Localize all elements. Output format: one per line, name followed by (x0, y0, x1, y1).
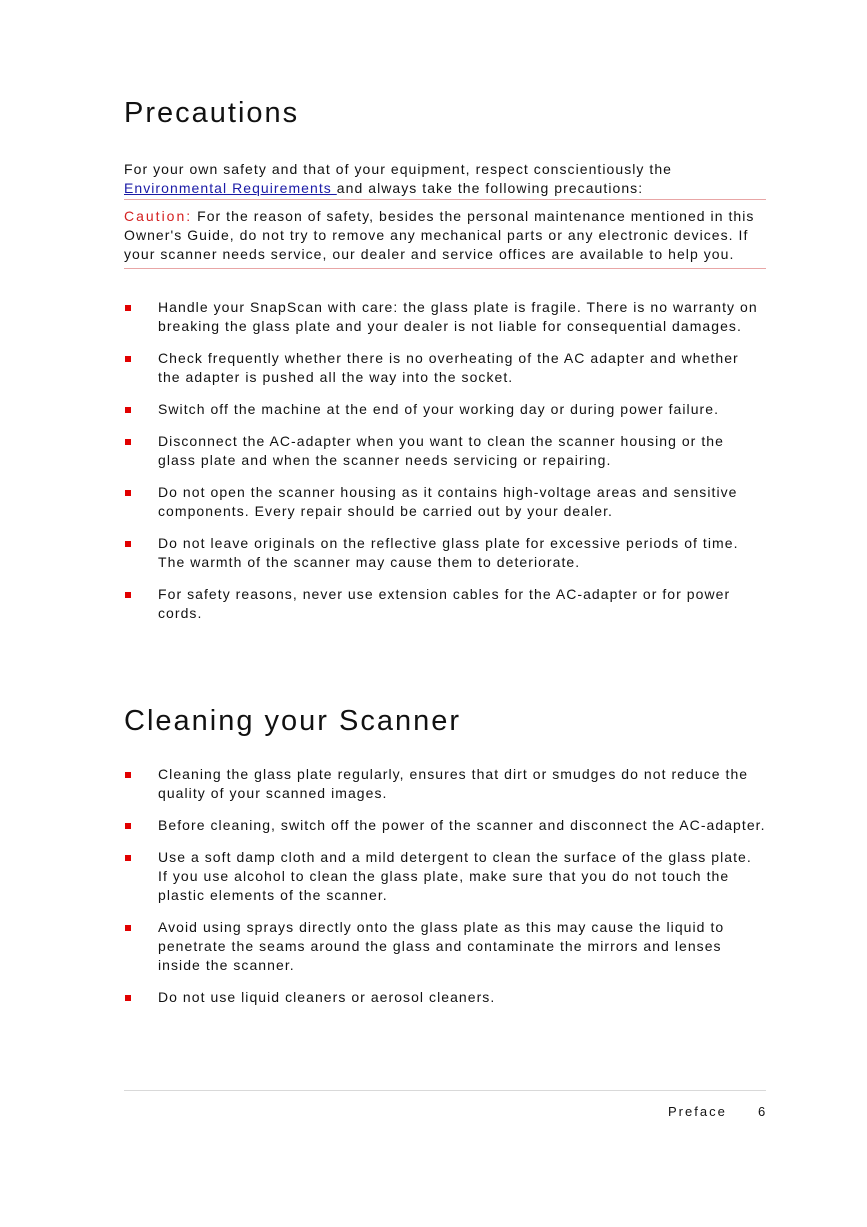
bullet-square-icon (125, 772, 131, 778)
footer-divider (124, 1090, 766, 1091)
bullet-square-icon (125, 995, 131, 1001)
footer-section-label: Preface (668, 1104, 727, 1119)
bullet-square-icon (125, 490, 131, 496)
bullet-square-icon (125, 356, 131, 362)
list-item (124, 534, 766, 572)
list-item (124, 918, 766, 975)
caution-text: For the reason of safety, besides the personal maintenance mentioned in this Owner's Guide, do not try to remove any mechanical parts or any electronic devices. If your scanner needs service, our dealer and service offices are available to help you. (124, 208, 755, 262)
list-item-text: Disconnect the AC-adapter when you want to clean the scanner housing or the glass plate and when the scanner needs servicing or repairing. (158, 433, 724, 468)
precautions-heading: Precautions (124, 97, 300, 129)
list-item (124, 349, 766, 387)
list-item-text: Use a soft damp cloth and a mild detergent to clean the surface of the glass plate. If you use alcohol to clean the glass plate, make sure that you do not touch the plastic elements of the scanner. (158, 849, 752, 903)
list-item (124, 988, 766, 1007)
precautions-list (124, 298, 766, 636)
list-item (124, 400, 766, 419)
list-item-text: Switch off the machine at the end of your working day or during power failure. (158, 401, 720, 417)
list-item (124, 765, 766, 803)
bullet-square-icon (125, 855, 131, 861)
list-item-text: Do not use liquid cleaners or aerosol cleaners. (158, 989, 496, 1005)
intro-text-before: For your own safety and that of your equipment, respect conscientiously the (124, 161, 673, 177)
list-item (124, 298, 766, 336)
bullet-square-icon (125, 439, 131, 445)
environmental-requirements-link[interactable]: Environmental Requirements (124, 180, 337, 196)
intro-text-after: and always take the following precautions: (336, 180, 644, 196)
list-item (124, 816, 766, 835)
bullet-square-icon (125, 305, 131, 311)
list-item-text: Handle your SnapScan with care: the glass plate is fragile. There is no warranty on breaking the glass plate and your dealer is not liable for consequential damages. (158, 299, 758, 334)
list-item-text: For safety reasons, never use extension cables for the AC-adapter or for power cords. (158, 586, 731, 621)
cleaning-heading: Cleaning your Scanner (124, 705, 462, 737)
precautions-intro (124, 160, 766, 198)
caution-label: Caution: (124, 208, 193, 224)
bullet-square-icon (125, 823, 131, 829)
list-item (124, 585, 766, 623)
footer-page-number: 6 (758, 1104, 766, 1119)
list-item (124, 483, 766, 521)
list-item-text: Cleaning the glass plate regularly, ensures that dirt or smudges do not reduce the quality of your scanned images. (158, 766, 749, 801)
bullet-square-icon (125, 407, 131, 413)
cleaning-list (124, 765, 766, 1020)
bullet-square-icon (125, 541, 131, 547)
bullet-square-icon (125, 925, 131, 931)
list-item (124, 432, 766, 470)
list-item-text: Check frequently whether there is no overheating of the AC adapter and whether the adapter is pushed all the way into the socket. (158, 350, 739, 385)
list-item-text: Do not open the scanner housing as it contains high-voltage areas and sensitive components. Every repair should be carried out by your dealer. (158, 484, 738, 519)
list-item-text: Before cleaning, switch off the power of the scanner and disconnect the AC-adapter. (158, 817, 766, 833)
list-item-text: Avoid using sprays directly onto the glass plate as this may cause the liquid to penetrate the seams around the glass and contaminate the mirrors and lenses inside the scanner. (158, 919, 725, 973)
caution-box (124, 199, 766, 269)
list-item (124, 848, 766, 905)
bullet-square-icon (125, 592, 131, 598)
list-item-text: Do not leave originals on the reflective glass plate for excessive periods of time. The warmth of the scanner may cause them to deteriorate. (158, 535, 739, 570)
